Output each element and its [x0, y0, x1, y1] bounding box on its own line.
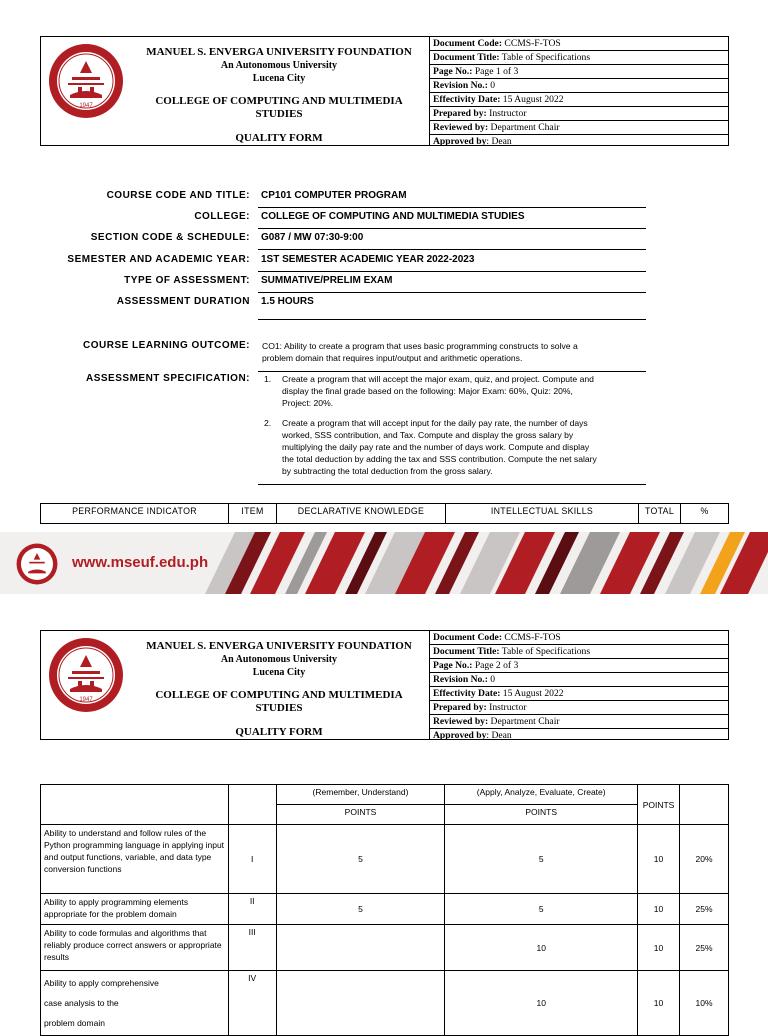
doc-info-row: Page No.: Page 1 of 3	[430, 65, 729, 79]
header-dk-points: POINTS	[276, 805, 445, 825]
doc-info-row: Document Title: Table of Specifications	[430, 51, 729, 65]
row-is: 10	[445, 925, 638, 971]
svg-text:1947: 1947	[79, 103, 93, 109]
row-item: II	[228, 894, 276, 925]
row-percent: 25%	[680, 894, 729, 925]
row-item: III	[228, 925, 276, 971]
doc-info-row: Reviewed by: Department Chair	[430, 715, 729, 729]
university-city: Lucena City	[252, 667, 306, 678]
field-label-assessment-type: TYPE OF ASSESSMENT:	[124, 275, 250, 286]
college-name: COLLEGE OF COMPUTING AND MULTIMEDIA	[155, 689, 403, 701]
row-total: 10	[638, 894, 680, 925]
university-subtitle: An Autonomous University	[220, 654, 338, 665]
row-is: 5	[445, 894, 638, 925]
document-header	[40, 36, 729, 146]
field-label-section: SECTION CODE & SCHEDULE:	[90, 232, 250, 243]
row-is: 10	[445, 971, 638, 1036]
spec-item: Create a program that will accept the major exam, quiz, and project. Compute and display the final grade based on the following: Major Exam: 60%, Quiz: 20%, Project: 20%.	[282, 374, 594, 408]
perf-col-indicator: PERFORMANCE INDICATOR	[41, 504, 229, 523]
row-indicator: Ability to apply comprehensive case analysis to the problem domain	[41, 971, 229, 1036]
field-underline	[258, 249, 646, 250]
doc-info-row: Effectivity Date: 15 August 2022	[430, 687, 729, 701]
field-value-course: CP101 COMPUTER PROGRAM	[261, 190, 407, 201]
field-underline	[258, 371, 646, 372]
document-info-table	[430, 631, 729, 739]
field-underline	[258, 484, 646, 485]
college-name-2: STUDIES	[255, 108, 303, 120]
doc-info-row: Approved by: Dean	[433, 730, 512, 741]
perf-col-item: ITEM	[229, 504, 277, 523]
website-url[interactable]: www.mseuf.edu.ph	[72, 554, 209, 571]
header-university-block	[41, 37, 430, 145]
header-university-block	[41, 631, 430, 739]
table-row	[41, 971, 729, 1036]
performance-header-strip	[40, 503, 729, 524]
row-total: 10	[638, 825, 680, 894]
header-is-levels: (Apply, Analyze, Evaluate, Create)	[445, 785, 638, 805]
row-percent: 10%	[680, 971, 729, 1036]
row-indicator: Ability to code formulas and algorithms that reliably produce correct answers or appropriate results	[41, 925, 229, 971]
doc-info-row: Prepared by: Instructor	[430, 107, 729, 121]
row-dk	[276, 925, 445, 971]
header-dk-levels: (Remember, Understand)	[276, 785, 445, 805]
banner-chevron-stripes	[205, 532, 768, 594]
banner-seal-logo	[16, 543, 58, 585]
spec-item: Create a program that will accept input for the daily pay rate, the number of days worked, SSS contribution, and Tax. Compute and display the gross salary by multiplying the daily pay rate and the number of days work. Compute and display the total deduction by adding the tax and SSS contribution. Compute the net salary by subtracting the total deduction from the gross salary.	[282, 418, 597, 476]
doc-info-row: Revision No.: 0	[430, 79, 729, 93]
field-label-college: COLLEGE:	[194, 211, 250, 222]
row-percent: 25%	[680, 925, 729, 971]
university-name: MANUEL S. ENVERGA UNIVERSITY FOUNDATION	[146, 46, 412, 58]
row-dk: 5	[276, 825, 445, 894]
table-row	[41, 894, 729, 925]
university-city: Lucena City	[252, 73, 306, 84]
university-subtitle: An Autonomous University	[220, 60, 338, 71]
university-name-block	[137, 46, 421, 145]
row-indicator: Ability to apply programming elements appropriate for the problem domain	[41, 894, 229, 925]
spec-item-number: 1.	[264, 374, 272, 384]
field-label-course: COURSE CODE AND TITLE:	[106, 190, 250, 201]
form-type: QUALITY FORM	[235, 132, 323, 144]
row-dk	[276, 971, 445, 1036]
specification-table	[40, 784, 729, 1036]
row-item: IV	[228, 971, 276, 1036]
perf-col-percent: %	[700, 506, 709, 516]
doc-info-row: Effectivity Date: 15 August 2022	[430, 93, 729, 107]
perf-col-total: TOTAL	[639, 504, 681, 523]
university-seal-logo	[48, 637, 124, 713]
doc-info-row: Revision No.: 0	[430, 673, 729, 687]
university-name: MANUEL S. ENVERGA UNIVERSITY FOUNDATION	[146, 640, 412, 652]
form-type: QUALITY FORM	[235, 726, 323, 738]
field-underline	[258, 292, 646, 293]
row-dk: 5	[276, 894, 445, 925]
field-underline	[258, 207, 646, 208]
field-value-duration: 1.5 HOURS	[261, 296, 314, 307]
field-underline	[258, 228, 646, 229]
college-name-2: STUDIES	[255, 702, 303, 714]
perf-col-intellectual: INTELLECTUAL SKILLS	[446, 504, 639, 523]
row-percent: 20%	[680, 825, 729, 894]
doc-info-row: Document Code: CCMS-F-TOS	[430, 37, 729, 51]
doc-info-row: Page No.: Page 2 of 3	[430, 659, 729, 673]
outcome-label: COURSE LEARNING OUTCOME:	[83, 340, 250, 351]
field-value-semester: 1ST SEMESTER ACADEMIC YEAR 2022-2023	[261, 254, 475, 265]
university-seal-logo	[48, 43, 124, 119]
spec-item-number: 2.	[264, 418, 272, 428]
row-is: 5	[445, 825, 638, 894]
doc-info-row: Reviewed by: Department Chair	[430, 121, 729, 135]
row-total: 10	[638, 971, 680, 1036]
row-indicator: Ability to understand and follow rules of the Python programming language in applying input and output functions, variable, and data type conversion functions	[41, 825, 229, 894]
field-underline	[258, 319, 646, 320]
spec-label: ASSESSMENT SPECIFICATION:	[86, 373, 250, 384]
field-value-assessment-type: SUMMATIVE/PRELIM EXAM	[261, 275, 393, 286]
field-value-college: COLLEGE OF COMPUTING AND MULTIMEDIA STUDIES	[261, 211, 525, 222]
doc-info-row: Document Code: CCMS-F-TOS	[430, 631, 729, 645]
field-label-semester: SEMESTER AND ACADEMIC YEAR:	[67, 254, 250, 265]
doc-info-row: Approved by: Dean	[433, 136, 512, 147]
field-label-duration: ASSESSMENT DURATION	[116, 296, 250, 307]
table-row	[41, 825, 729, 894]
footer-banner	[0, 532, 768, 594]
university-name-block	[137, 640, 421, 739]
row-item: I	[228, 825, 276, 894]
document-info-table	[430, 37, 729, 145]
perf-col-declarative: DECLARATIVE KNOWLEDGE	[277, 504, 446, 523]
outcome-text: CO1: Ability to create a program that uses basic programming constructs to solve a problem domain that requires input/output and arithmetic operations.	[262, 341, 578, 363]
field-value-section: G087 / MW 07:30-9:00	[261, 232, 364, 243]
header-points: POINTS	[638, 785, 680, 825]
table-header-row	[41, 785, 729, 805]
doc-info-row: Prepared by: Instructor	[430, 701, 729, 715]
svg-text:1947: 1947	[79, 697, 93, 703]
doc-info-row: Document Title: Table of Specifications	[430, 645, 729, 659]
document-header	[40, 630, 729, 740]
college-name: COLLEGE OF COMPUTING AND MULTIMEDIA	[155, 95, 403, 107]
row-total: 10	[638, 925, 680, 971]
header-is-points: POINTS	[445, 805, 638, 825]
table-row	[41, 925, 729, 971]
field-underline	[258, 271, 646, 272]
